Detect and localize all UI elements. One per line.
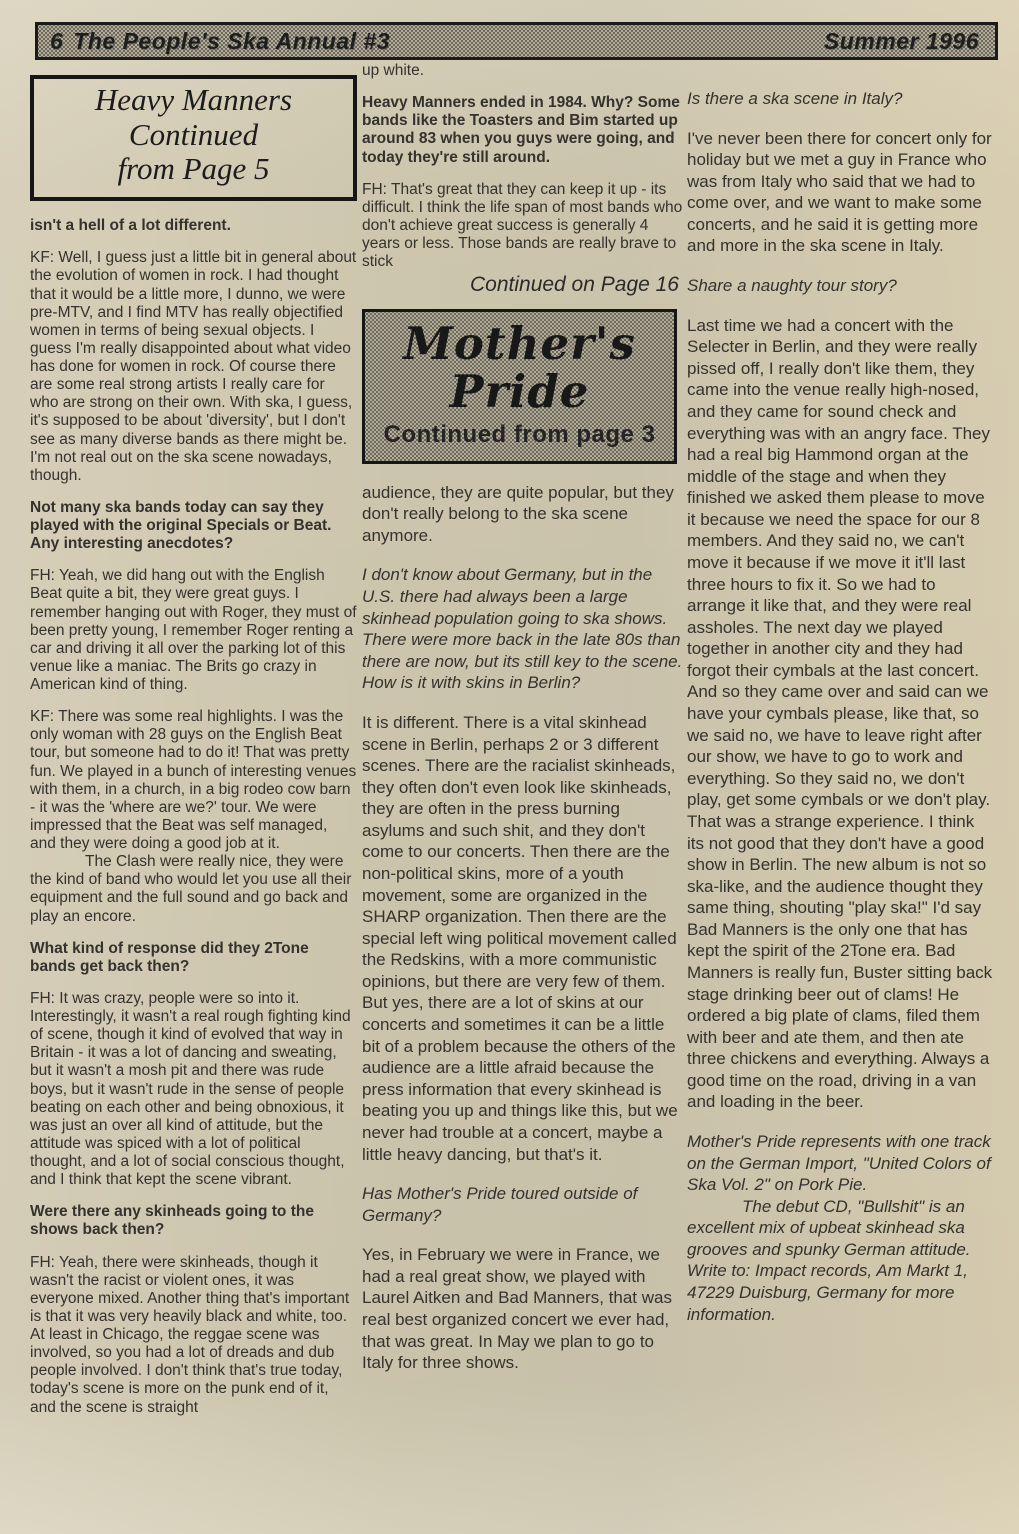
interview-answer: I've never been there for concert only for holiday but we met a guy in France who was from Italy who said that we had to come over, and we want to make some concerts, and he said it is getting more and more in the ska scene in Italy. bbox=[687, 128, 992, 256]
interview-question: Were there any skinheads going to the shows back then? bbox=[30, 1203, 314, 1239]
interview-question: I don't know about Germany, but in the U.S. there had always been a large skinhead population going to ska shows. There were more back in the late 80s than there are now, but its still key to the scene. How is it with skins in Berlin? bbox=[362, 565, 683, 693]
box-title-line2: from Page 5 bbox=[117, 151, 270, 187]
interview-answer: audience, they are quite popular, but they don't really belong to the ska scene anymore. bbox=[362, 482, 674, 545]
heavy-manners-continued-box bbox=[30, 75, 357, 201]
continued-on-page-note: Continued on Page 16 bbox=[469, 273, 679, 297]
closing-note: Mother's Pride represents with one track on the German Import, "United Colors of Ska Vol. 2" on Pork Pie. bbox=[687, 1132, 991, 1195]
box-title: Mother's Pride bbox=[403, 317, 636, 418]
interview-question: Heavy Manners ended in 1984. Why? Some bands like the Toasters and Bim started up around 83 when you guys were going, and today they're still around. bbox=[362, 94, 680, 166]
interview-answer: Last time we had a concert with the Selecter in Berlin, and they were really pissed off, I really don't like them, they came into the venue really high-nosed, and they came for sound check and everything was with an angry face. They had a real big Hammond organ at the middle of the stage and when they finished we asked them please to move it because we need the space for our 8 members. And they said no, we can't move it because if we move it it'll last three hours to fix it. So we had to arrange it like that, and they were real assholes. The next day we played together in another city and they had forgot their cymbals at the last concert. And so they came over and said can we have your cymbals please, like that, so we said no, we have to leave right after our show, we have to go to work and everything. So they said no, we don't play, get some cymbals or we don't play. That was a strange experience. I think its not good that they don't have a good show in Berlin. The new album is not so ska-like, and the audience thought they same thing, shouting "play ska!" I'd say Bad Manners is the only one that has kept the spirit of the 2Tone era. Bad Manners is really fun, Buster sitting back stage drinking beer out of clams! He ordered a big plate of clams, filed them with beer and ate them, and then ate three chickens and everything. Always a good time on the road, driving in a van and loading in the beer. bbox=[687, 315, 993, 1112]
interview-question: Has Mother's Pride toured outside of Germany? bbox=[362, 1184, 638, 1225]
column-left bbox=[30, 70, 357, 1431]
box-subtitle: Continued from page 3 bbox=[383, 420, 656, 448]
page-number: 6 bbox=[50, 27, 64, 54]
mothers-pride-continued-box bbox=[362, 309, 677, 464]
closing-note: The debut CD, "Bullshit" is an excellent mix of upbeat skinhead ska grooves and spunky German attitude. Write to: Impact records, Am Markt 1, 47229 Duisburg, Germany for more information. bbox=[687, 1196, 971, 1324]
issue-season: Summer 1996 bbox=[823, 27, 979, 54]
column-right bbox=[687, 88, 993, 1343]
column-middle bbox=[362, 62, 683, 1392]
interview-answer: FH: That's great that they can keep it up - its difficult. I think the life span of most bands who don't achieve great success is generally 4 years or less. Those bands are really brave to stick bbox=[362, 180, 683, 271]
interview-question: isn't a hell of a lot different. bbox=[30, 217, 231, 235]
interview-answer: Yes, in February we were in France, we had a real great show, we played with Laurel Aitken and Bad Manners, that was real best organized concert we ever had, that was great. In May we plan to go to Italy for three shows. bbox=[362, 1245, 672, 1373]
interview-answer: The Clash were really nice, they were the kind of band who would let you use all their equipment and the full sound and go back and play an encore. bbox=[30, 853, 352, 925]
interview-answer: FH: Yeah, there were skinheads, though it wasn't the racist or violent ones, it was everyone mixed. Another thing that's important is that it was very heavily black and white, too. At least in Chicago, the reggae scene was involved, so you had a lot of dreads and dub people involved. I don't think that's true today, today's scene is more on the punk end of it, and the scene is straight bbox=[30, 1253, 350, 1416]
interview-question: Is there a ska scene in Italy? bbox=[687, 89, 903, 108]
box-title-line1: Heavy Manners Continued bbox=[94, 82, 293, 152]
interview-answer: FH: Yeah, we did hang out with the English Beat quite a bit, they were great guys. I remember hanging out with Roger, they must of been pretty young, I remember Roger renting a car and driving it all over the parking lot of this venue like a maniac. The Brits go crazy in American kind of thing. bbox=[30, 567, 357, 694]
interview-question: Share a naughty tour story? bbox=[687, 276, 897, 296]
interview-question: Not many ska bands today can say they played with the original Specials or Beat. Any interesting anecdotes? bbox=[30, 498, 332, 553]
page-header bbox=[35, 22, 998, 60]
interview-answer: It is different. There is a vital skinhead scene in Berlin, perhaps 2 or 3 different scenes. There are the racialist skinheads, they often don't even look like skinheads, they are often in the press burning asylums and such shit, and they don't come to our concerts. Then there are the non-political skins, more of a youth movement, some are organized in the SHARP organization. Then there are the special left wing political movement called the Redskins, with a more communistic opinions, but there are very few of them. But yes, there are a lot of skins at our concerts and sometimes it can be a little bit of a problem because the others of the audience are a little afraid because the press information that every skinhead is beating you up and things like this, but we never had trouble at a concert, maybe a little heavy dancing, but that's it. bbox=[362, 712, 678, 1164]
header-left bbox=[50, 28, 390, 55]
interview-answer: KF: There was some real highlights. I was the only woman with 28 guys on the English Beat tour, but someone had to do it! That was pretty fun. We played in a bunch of interesting venues with them, in a church, in a big rodeo cow barn - it was the 'where are we?' tour. We were impressed that the Beat was self managed, and they were doing a good job at it. bbox=[30, 708, 357, 853]
interview-answer: KF: Well, I guess just a little bit in general about the evolution of women in rock. I had thought that it would be a little more, I dunno, we were pre-MTV, and I find MTV has really objectified women in terms of being sexual objects. I guess I'm really disappointed about what video has done for women in rock. Of course there are some real strong artists I really care for who are strong on their own. With ska, I guess, it's supposed to be about 'diversity', but I don't see as many diverse bands as there might be. I'm not real out on the ska scene nowadays, though. bbox=[30, 249, 357, 484]
zine-title: The People's Ska Annual #3 bbox=[73, 27, 391, 54]
interview-answer: FH: It was crazy, people were so into it. Interestingly, it wasn't a real rough fighting kind of scene, though it kind of evolved that way in Britain - it was a lot of dancing and sweating, but it wasn't a mosh pit and there was rude boys, but it wasn't rude in the sense of people beating on each other and being obnoxious, it was just an over all kind of attitude, but the attitude was spiced with a lot of political thought, and a lot of social conscious thought, and I think that kept the scene vibrant. bbox=[30, 989, 351, 1189]
interview-answer: up white. bbox=[362, 62, 425, 79]
interview-question: What kind of response did they 2Tone bands get back then? bbox=[30, 939, 309, 975]
